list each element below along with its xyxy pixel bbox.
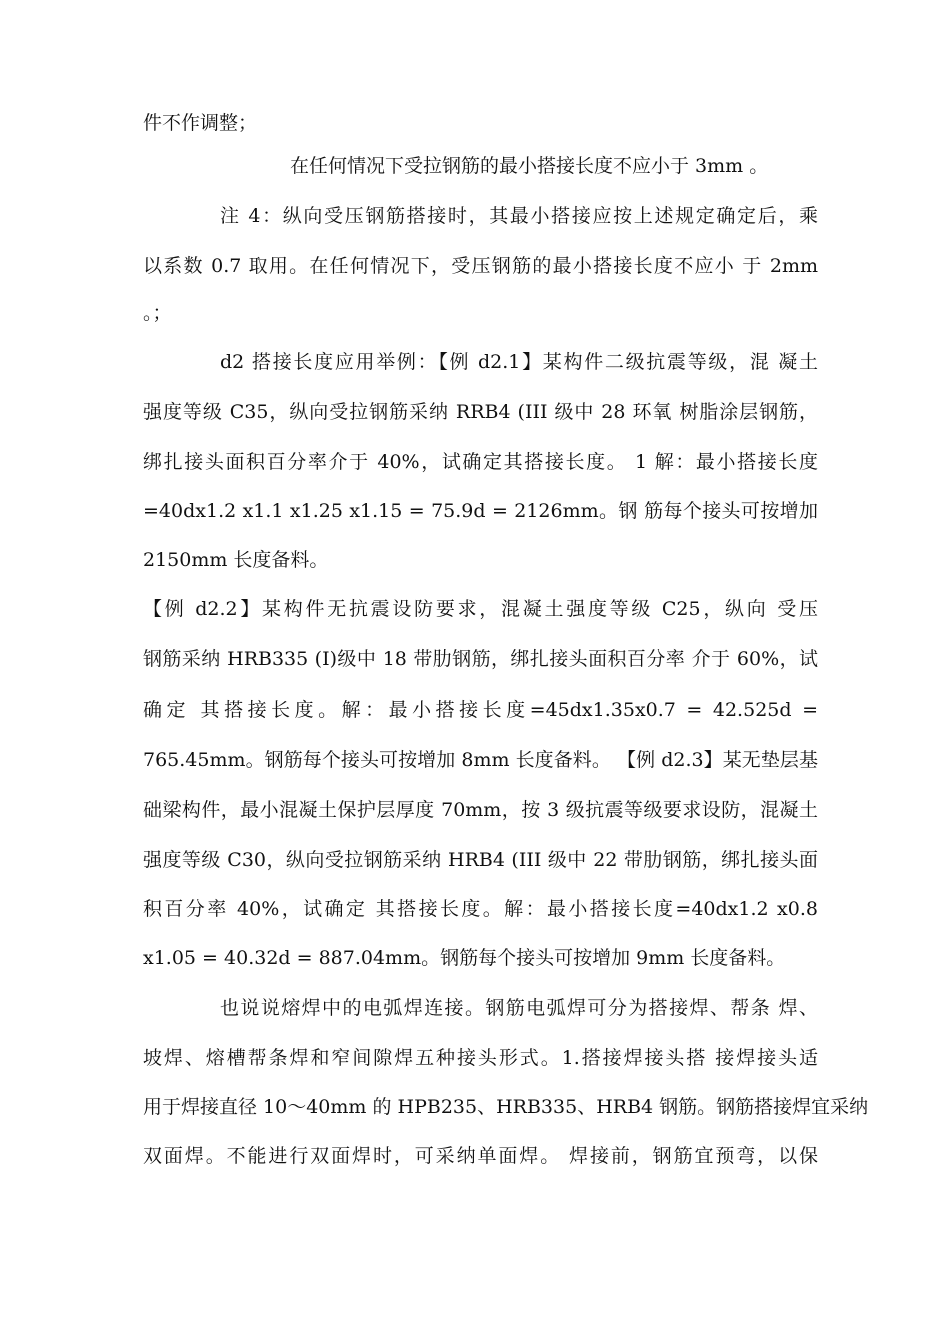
text-line: 强度等级 C35，纵向受拉钢筋采纳 RRB4 (III 级中 28 环氧 树脂涂层钢筋， [143,401,818,423]
text-line: 在任何情况下受拉钢筋的最小搭接长度不应小于 3mm 。 [290,155,769,177]
text-line: 积百分率 40%，试确定 其搭接长度。解：最小搭接长度=40dx1.2 x0.8 [143,898,818,920]
text-line: 也说说熔焊中的电弧焊连接。钢筋电弧焊可分为搭接焊、帮条 焊、 [220,997,818,1019]
text-line: 以系数 0.7 取用。在任何情况下，受压钢筋的最小搭接长度不应小 于 2mm [143,255,818,277]
text-line: 础梁构件，最小混凝土保护层厚度 70mm，按 3 级抗震等级要求设防，混凝土 [143,799,818,821]
text-line: 【例 d2.2】某构件无抗震设防要求，混凝土强度等级 C25，纵向 受压 [143,598,818,620]
text-line: 2150mm 长度备料。 [143,549,329,571]
text-line: 强度等级 C30，纵向受拉钢筋采纳 HRB4 (III 级中 22 带肋钢筋，绑扎接头面 [143,849,818,871]
text-line: d2 搭接长度应用举例：【例 d2.1】某构件二级抗震等级，混 凝土 [220,351,818,373]
text-line: 注 4：纵向受压钢筋搭接时，其最小搭接应按上述规定确定后，乘 [220,205,818,227]
text-line: =40dx1.2 x1.1 x1.25 x1.15 = 75.9d = 2126mm。钢 筋每个接头可按增加 [143,500,818,522]
text-line: 765.45mm。钢筋每个接头可按增加 8mm 长度备料。 【例 d2.3】某无垫层基 [143,749,818,771]
text-line: 确定 其搭接长度。解：最小搭接长度=45dx1.35x0.7 = 42.525d = [143,699,818,721]
text-line: 双面焊。不能进行双面焊时，可采纳单面焊。 焊接前，钢筋宜预弯，以保 [143,1145,818,1167]
text-line: 件不作调整； [143,112,258,134]
text-line: 。； [143,302,172,324]
text-line: x1.05 = 40.32d = 887.04mm。钢筋每个接头可按增加 9mm 长度备料。 [143,947,786,969]
text-line: 绑扎接头面积百分率介于 40%，试确定其搭接长度。 1 解：最小搭接长度 [143,451,818,473]
text-line: 用于焊接直径 10〜40mm 的 HPB235、HRB335、HRB4 钢筋。钢筋搭接焊宜采纳 [143,1096,869,1118]
text-line: 钢筋采纳 HRB335 (I)级中 18 带肋钢筋，绑扎接头面积百分率 介于 60%，试 [143,648,818,670]
text-line: 坡焊、熔槽帮条焊和窄间隙焊五种接头形式。1.搭接焊接头搭 接焊接头适 [143,1047,818,1069]
